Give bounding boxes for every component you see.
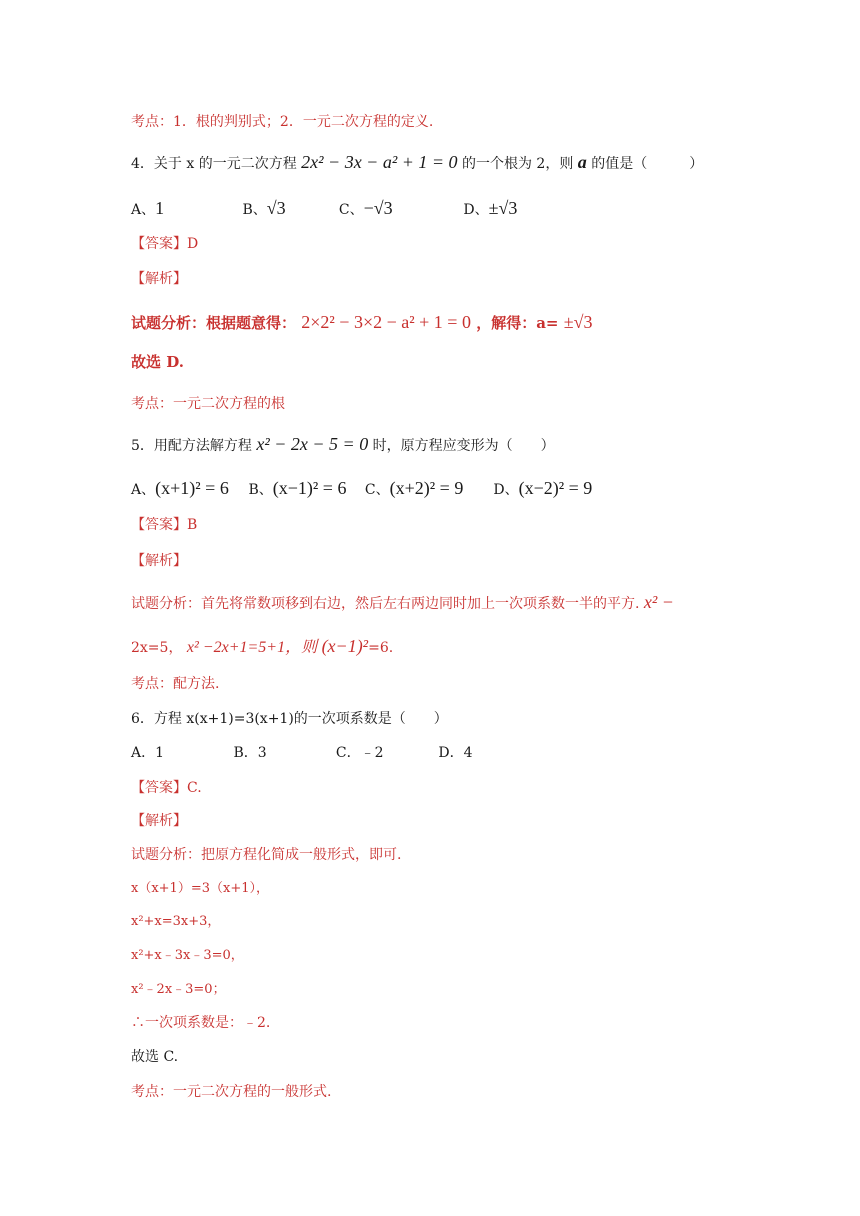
q5-option-d: D、(x−2)² = 9 xyxy=(493,478,593,498)
q4-stem-suffix: 的一个根为 2，则 xyxy=(461,156,574,172)
q4-analysis-label: 【解析】 xyxy=(131,271,187,287)
q6-analysis-line-5: ∴一次项系数是：﹣2. xyxy=(131,1015,271,1031)
q5-stem-prefix: 5．用配方法解方程 xyxy=(131,438,252,454)
q4-equation: 2x² − 3x − a² + 1 = 0 xyxy=(301,152,458,172)
q6-kaodian: 考点：一元二次方程的一般形式. xyxy=(131,1084,332,1100)
q6-analysis-line-0: 试题分析：把原方程化简成一般形式，即可. xyxy=(131,847,402,863)
q4-analysis-result: ±√3 xyxy=(563,312,593,332)
q4-analysis-equation: 2×2² − 3×2 − a² + 1 = 0 xyxy=(301,312,471,332)
q6-analysis-line-3: x²+x﹣3x﹣3=0， xyxy=(131,948,244,963)
q4-analysis xyxy=(131,312,592,334)
q4-stem xyxy=(131,152,703,174)
q4-option-b: B、√3 xyxy=(242,198,286,218)
q6-analysis-line-2: x²+x=3x+3， xyxy=(131,914,221,929)
q6-option-b: B．3 xyxy=(233,745,267,761)
q4-options xyxy=(131,198,517,220)
q5-answer: 【答案】B xyxy=(131,517,198,533)
q6-choice: 故选 C. xyxy=(131,1049,179,1065)
q6-option-c: C．﹣2 xyxy=(335,745,384,761)
q5-analysis-line2-c: (x−1)² xyxy=(321,636,369,656)
q5-stem xyxy=(131,434,555,456)
q5-analysis-line2-d: =6. xyxy=(368,640,394,656)
q4-stem-prefix: 4．关于 x 的一元二次方程 xyxy=(131,156,297,172)
q4-answer: 【答案】D xyxy=(131,236,199,252)
q4-choice: 故选 D. xyxy=(131,353,184,371)
q4-stem-var: a xyxy=(577,152,587,172)
q5-analysis-label: 【解析】 xyxy=(131,553,187,569)
q5-equation: x² − 2x − 5 = 0 xyxy=(256,434,369,454)
q5-option-b: B、(x−1)² = 6 xyxy=(248,478,347,498)
q4-kaodian: 考点：一元二次方程的根 xyxy=(131,396,285,412)
q6-analysis-line-1: x（x+1）=3（x+1）， xyxy=(131,881,269,896)
q5-kaodian: 考点：配方法. xyxy=(131,676,220,692)
q6-option-a: A．1 xyxy=(131,745,165,761)
q6-options xyxy=(131,745,473,762)
q5-analysis-line2 xyxy=(131,636,393,658)
q6-stem: 6．方程 x(x+1)=3(x+1)的一次项系数是（ ） xyxy=(131,711,448,727)
q3-kaodian: 考点：1．根的判别式；2．一元二次方程的定义. xyxy=(131,114,434,130)
q4-analysis-prefix: 试题分析：根据题意得： xyxy=(131,314,297,332)
q5-analysis-line1-text: 试题分析：首先将常数项移到右边，然后左右两边同时加上一次项系数一半的平方. xyxy=(131,596,640,612)
q4-option-c: C、−√3 xyxy=(338,198,393,218)
q5-option-c: C、(x+2)² = 9 xyxy=(364,478,464,498)
q6-option-d: D．4 xyxy=(438,745,473,761)
q5-analysis-line2-a: 2x=5， xyxy=(131,640,183,656)
q5-analysis-line1 xyxy=(131,592,674,614)
q5-analysis-line2-b: x² −2x+1=5+1，则 xyxy=(186,639,318,656)
q6-analysis-line-4: x²﹣2x﹣3=0； xyxy=(131,982,226,997)
q4-analysis-middle: ，解得：a= xyxy=(476,314,559,332)
q4-option-a: A、1 xyxy=(131,198,165,218)
q5-analysis-line1-tail: x² − xyxy=(643,592,674,612)
q4-option-d: D、±√3 xyxy=(463,198,518,218)
q5-stem-suffix: 时，原方程应变形为（ ） xyxy=(372,438,555,454)
q5-option-a: A、(x+1)² = 6 xyxy=(131,478,229,498)
q6-answer: 【答案】C. xyxy=(131,780,202,796)
q5-options xyxy=(131,478,592,500)
q4-stem-end: 的值是（ ） xyxy=(591,156,704,172)
q6-analysis-label: 【解析】 xyxy=(131,813,187,829)
